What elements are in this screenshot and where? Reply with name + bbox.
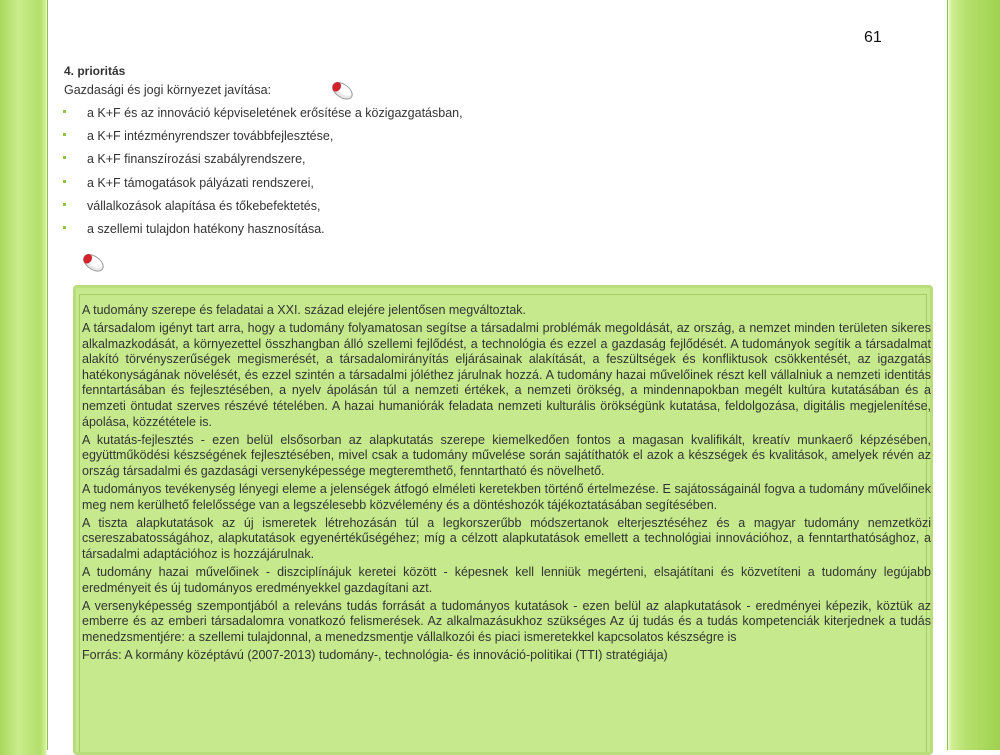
list-item [61,106,463,129]
priority-heading: 4. prioritás [64,64,126,78]
paragraph: A kutatás-fejlesztés - ezen belül elsősorban az alapkutatás szerepe kiemelkedően fontos a magasan kvalifikált, kreatív munkaerő képzésében, együttműködési készségének fejlesztésében, mivel csak a tudomány művelése során sajátíthatók el azok a készségek és kvalitások, amelyek révén az ország társadalmi és gazdasági versenyképessége megteremthető, fenntartható és növelhető. [82,432,931,478]
paragraph: A társadalom igényt tart arra, hogy a tudomány folyamatosan segítse a társadalmi problémák megoldását, az ország, a nemzet minden területen sikeres alkalmazkodását, a környezettel összhangban álló szellemi fejlődést, a technológia és ezzel a gazdaság fejlődését. A tudományok segítik a társadalmat alakító törvényszerűségek megismerését, a társadalomirányítás eljárásainak alakítását, a feszültségek és konfliktusok csökkentését, az igazgatás hatékonyságának növelését, és ezzel szintén a társadalmi jóléthez járulnak hozzá. A tudomány hazai művelőinek részt kell vállalniuk a nemzeti identitás fenntartásában és fejlesztésében, a nyelv ápolásán túl a nemzeti értékek, a nemzeti örökség, a mindennapokban megélt kultúra kutatásában és a nemzeti öntudat szerves részévé tételében. A hazai humaniórák feladata nemzeti kulturális örökségünk kutatása, feldolgozása, digitális megjelenítése, ápolása, közzététele is. [82,321,931,429]
textbox-text [82,303,931,666]
bullet-icon [63,226,66,229]
list-item [61,176,463,199]
priority-subheading: Gazdasági és jogi környezet javítása: [64,83,272,97]
bullet-icon [63,133,66,136]
bullet-icon [63,180,66,183]
science-role-textbox [73,285,933,755]
pushpin-icon [81,251,107,273]
source-citation: Forrás: A kormány középtávú (2007-2013) tudomány-, technológia- és innováció-politikai (TTI) stratégiája) [82,647,668,662]
slide-page [47,0,948,750]
list-item [61,152,463,175]
textbox-inner-frame [79,294,931,752]
list-item [61,129,463,152]
bullet-icon [63,203,66,206]
bullet-text: a K+F finanszírozási szabályrendszere, [87,152,306,167]
paragraph: A tudomány szerepe és feladatai a XXI. század elejére jelentősen megváltoztak. [82,303,527,317]
list-item [61,222,463,245]
paragraph: A tiszta alapkutatások az új ismeretek létrehozásán túl a legkorszerűbb módszertanok elterjesztéséhez és a magyar tudomány nemzetközi csereszabatosságához, alapkutatások egyenértékűségéhez; míg a célzott alapkutatások emellett a technológiai innovációhoz, a fenntarthatósághoz, a társadalmi adaptációhoz is hozzájárulnak. [82,515,931,561]
paragraph: A tudományos tevékenység lényegi eleme a jelenségek átfogó elméleti keretekben történő értelmezése. E sajátosságainál fogva a tudomány művelőinek meg nem kerülhető felelőssége van a legszélesebb közvélemény és a döntéshozók tájékoztatásában segítésében. [82,482,931,512]
bullet-text: a K+F intézményrendszer továbbfejlesztése, [87,129,334,144]
pushpin-icon [330,79,356,101]
bullet-text: a K+F támogatások pályázati rendszerei, [87,175,314,190]
list-item [61,199,463,222]
paragraph: A tudomány hazai művelőinek - diszciplínájuk keretei között - képesnek kell lenniük megérteni, elsajátítani és közvetíteni a tudomány legújabb eredményeit és új tudományos eredményekkel gazdagítani azt. [82,565,931,595]
bullet-icon [63,110,66,113]
priority-bullet-list [61,106,463,245]
bullet-text: a szellemi tulajdon hatékony hasznosítása. [87,221,325,236]
right-decorative-border [946,0,1000,750]
page-number: 61 [864,29,882,46]
bullet-text: vállalkozások alapítása és tőkebefektetés, [87,198,321,213]
paragraph: A versenyképesség szempontjából a releváns tudás forrását a tudományos kutatások - ezen belül az alapkutatások - eredményei képezik, köztük az emberre és az emberi társadalomra vonatkozó felismerések. Az alkalmazásukhoz szükséges Az új tudás és a tudás kompetenciák kiterjednek a tudás menedzsmentjére: a szellemi tulajdonnal, a menedzsmentje vállalkozói és piaci ismeretekkel kapcsolatos készségre is [82,598,931,644]
bullet-text: a K+F és az innováció képviseletének erősítése a közigazgatásban, [87,106,463,120]
bullet-icon [63,156,66,159]
